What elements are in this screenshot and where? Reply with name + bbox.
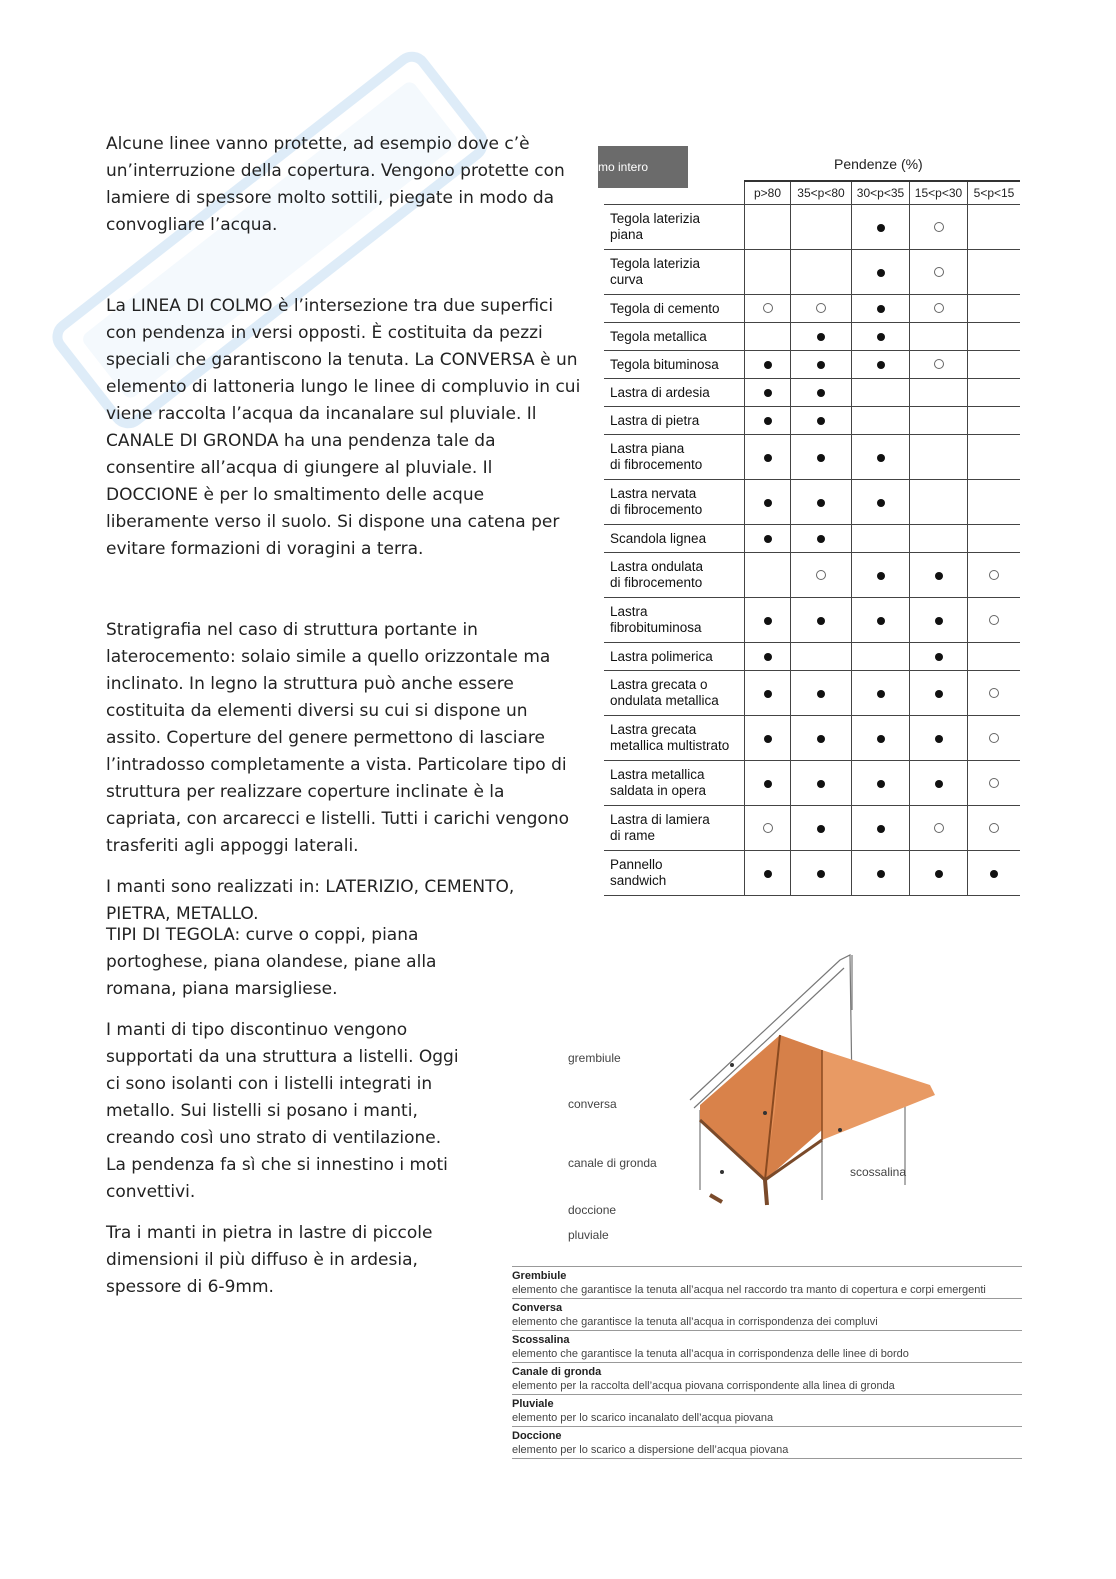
- slope-cell: [852, 806, 910, 851]
- slope-cell: [745, 598, 791, 643]
- slope-cell: [852, 250, 910, 295]
- slope-cell: [968, 250, 1021, 295]
- slope-cell: [968, 295, 1021, 323]
- empty-dot-icon: [763, 303, 773, 313]
- slope-cell: [745, 806, 791, 851]
- full-dot-icon: [817, 780, 825, 788]
- full-dot-icon: [817, 417, 825, 425]
- slope-cell: [968, 525, 1021, 553]
- slope-cell: [968, 480, 1021, 525]
- slope-cell: [791, 671, 852, 716]
- slope-cell: [791, 598, 852, 643]
- full-dot-icon: [764, 361, 772, 369]
- slope-cell: [852, 851, 910, 896]
- label-pluviale: pluviale: [568, 1228, 609, 1242]
- full-dot-icon: [764, 780, 772, 788]
- paragraph-colmo: La LINEA DI COLMO è l’intersezione tra due superfici con pendenza in versi opposti. È costituita da pezzi speciali che garantiscono la tenuta. La CONVERSA è un elemento di lattoneria lungo le linee di compluvio in cui viene raccolta l’acqua da incanalare sul pluviale. Il CANALE DI GRONDA ha una pendenza tale da consentire all’acqua di giungere al pluviale. Il DOCCIONE è per lo smaltimento delle acque liberamente verso il suolo. Si dispone una catena per evitare formazioni di voragini a terra.: [106, 296, 581, 559]
- full-dot-icon: [764, 499, 772, 507]
- full-dot-icon: [817, 499, 825, 507]
- slope-cell: [791, 851, 852, 896]
- slope-cell: [791, 806, 852, 851]
- slope-cell: [910, 323, 968, 351]
- slope-cell: [791, 379, 852, 407]
- legend-term: Scossalina: [512, 1334, 570, 1346]
- slope-cell: [791, 761, 852, 806]
- empty-dot-icon: [934, 267, 944, 277]
- table-row: [604, 643, 1020, 671]
- paragraph-tipi-tegola: TIPI DI TEGOLA: curve o coppi, piana portoghese, piana olandese, piane alla romana, piana marsigliese.: [106, 925, 437, 999]
- full-dot-icon: [764, 417, 772, 425]
- slope-cell: [968, 351, 1021, 379]
- empty-dot-icon: [989, 688, 999, 698]
- slope-cell: [745, 323, 791, 351]
- product-name: Lastra polimerica: [604, 643, 745, 671]
- paragraph-discontinuo: I manti di tipo discontinuo vengono supportati da una struttura a listelli. Oggi ci sono isolanti con i listelli integrati in metallo. Sui listelli si posano i manti, creando così uno strato di ventilazione. La pendenza fa sì che si innestino i moti convettivi.: [106, 1020, 459, 1202]
- full-dot-icon: [935, 572, 943, 580]
- full-dot-icon: [990, 870, 998, 878]
- slope-cell: [968, 407, 1021, 435]
- slope-cell: [968, 205, 1021, 250]
- slope-cell: [852, 407, 910, 435]
- slope-cell: [968, 435, 1021, 480]
- full-dot-icon: [877, 224, 885, 232]
- table-row: [604, 806, 1020, 851]
- slope-cell: [968, 598, 1021, 643]
- slope-cell: [968, 643, 1021, 671]
- legend-term: Grembiule: [512, 1270, 567, 1282]
- slope-cell: [910, 806, 968, 851]
- table-row: [604, 525, 1020, 553]
- slope-cell: [745, 671, 791, 716]
- full-dot-icon: [764, 870, 772, 878]
- empty-dot-icon: [816, 303, 826, 313]
- legend-definition: elemento per lo scarico incanalato dell’acqua piovana: [512, 1412, 774, 1424]
- legend-item: [512, 1426, 1022, 1459]
- product-name: Lastra di pietra: [604, 407, 745, 435]
- table-row: [604, 351, 1020, 379]
- slope-cell: [745, 295, 791, 323]
- legend-item: [512, 1330, 1022, 1362]
- slope-cell: [745, 379, 791, 407]
- slope-cell: [910, 295, 968, 323]
- legend-definition: elemento che garantisce la tenuta all’acqua in corrispondenza dei compluvi: [512, 1316, 878, 1328]
- product-name: Lastra ondulata di fibrocemento: [604, 553, 745, 598]
- slope-cell: [910, 351, 968, 379]
- empty-dot-icon: [934, 303, 944, 313]
- label-canale-di-gronda: canale di gronda: [568, 1156, 657, 1170]
- product-name: Lastra nervata di fibrocemento: [604, 480, 745, 525]
- full-dot-icon: [877, 499, 885, 507]
- label-scossalina: scossalina: [850, 1165, 907, 1179]
- label-doccione: doccione: [568, 1203, 617, 1217]
- table-row: [604, 407, 1020, 435]
- product-name: Lastra grecata metallica multistrato: [604, 716, 745, 761]
- slope-cell: [910, 379, 968, 407]
- slope-cell: [745, 761, 791, 806]
- slope-cell: [745, 851, 791, 896]
- full-dot-icon: [877, 735, 885, 743]
- slope-cell: [968, 716, 1021, 761]
- legend-term: Conversa: [512, 1302, 563, 1314]
- table-row: [604, 761, 1020, 806]
- slope-cell: [910, 598, 968, 643]
- empty-dot-icon: [989, 570, 999, 580]
- paragraph-manti: I manti sono realizzati in: LATERIZIO, CEMENTO, PIETRA, METALLO.: [106, 877, 515, 924]
- empty-dot-icon: [989, 733, 999, 743]
- table-row: [604, 205, 1020, 250]
- slope-cell: [745, 525, 791, 553]
- slope-cell: [852, 525, 910, 553]
- product-name: Lastra di lamiera di rame: [604, 806, 745, 851]
- table-row: [604, 435, 1020, 480]
- slope-cell: [910, 671, 968, 716]
- full-dot-icon: [817, 870, 825, 878]
- legend-definition: elemento che garantisce la tenuta all’acqua in corrispondenza delle linee di bordo: [512, 1348, 909, 1360]
- product-name: Lastra metallica saldata in opera: [604, 761, 745, 806]
- slope-cell: [745, 716, 791, 761]
- slope-cell: [852, 671, 910, 716]
- product-name: Tegola laterizia curva: [604, 250, 745, 295]
- slope-cell: [791, 295, 852, 323]
- empty-dot-icon: [934, 359, 944, 369]
- empty-dot-icon: [934, 222, 944, 232]
- slope-cell: [852, 598, 910, 643]
- slope-cell: [852, 553, 910, 598]
- slope-cell: [791, 480, 852, 525]
- product-name: Lastra grecata o ondulata metallica: [604, 671, 745, 716]
- legend-term: Pluviale: [512, 1398, 554, 1410]
- full-dot-icon: [817, 617, 825, 625]
- legend-term: Canale di gronda: [512, 1366, 602, 1378]
- slope-cell: [852, 351, 910, 379]
- full-dot-icon: [935, 653, 943, 661]
- slope-cell: [968, 671, 1021, 716]
- legend-definition: elemento per lo scarico a dispersione dell’acqua piovana: [512, 1444, 789, 1456]
- slope-cell: [791, 716, 852, 761]
- full-dot-icon: [877, 617, 885, 625]
- full-dot-icon: [817, 690, 825, 698]
- slope-cell: [968, 553, 1021, 598]
- slope-cell: [745, 250, 791, 295]
- slope-cell: [852, 480, 910, 525]
- full-dot-icon: [877, 305, 885, 313]
- full-dot-icon: [817, 535, 825, 543]
- empty-dot-icon: [989, 823, 999, 833]
- slope-cell: [745, 480, 791, 525]
- slope-cell: [745, 407, 791, 435]
- slope-cell: [910, 761, 968, 806]
- slope-cell: [852, 716, 910, 761]
- full-dot-icon: [877, 269, 885, 277]
- column-header: 30<p<35: [852, 181, 910, 205]
- empty-dot-icon: [816, 570, 826, 580]
- full-dot-icon: [935, 870, 943, 878]
- full-dot-icon: [877, 333, 885, 341]
- full-dot-icon: [877, 361, 885, 369]
- slope-cell: [910, 643, 968, 671]
- slope-cell: [852, 379, 910, 407]
- empty-dot-icon: [989, 615, 999, 625]
- slope-cell: [910, 553, 968, 598]
- table-row: [604, 480, 1020, 525]
- legend-definition: elemento per la raccolta dell’acqua piovana corrispondente alla linea di gronda: [512, 1380, 895, 1392]
- slope-cell: [745, 643, 791, 671]
- slope-cell: [745, 553, 791, 598]
- slope-cell: [910, 525, 968, 553]
- full-dot-icon: [935, 735, 943, 743]
- full-dot-icon: [817, 333, 825, 341]
- product-name: Tegola di cemento: [604, 295, 745, 323]
- table-row: [604, 379, 1020, 407]
- product-name: Tegola bituminosa: [604, 351, 745, 379]
- product-name: Lastra di ardesia: [604, 379, 745, 407]
- full-dot-icon: [764, 535, 772, 543]
- slope-cell: [910, 716, 968, 761]
- table-row: [604, 851, 1020, 896]
- table-row: [604, 716, 1020, 761]
- roof-elements-legend: [512, 1266, 1022, 1459]
- paragraph-lines-protection: Alcune linee vanno protette, ad esempio dove c’è un’interruzione della copertura. Vengono protette con lamiere di spessore molto sottili, piegate in modo da convogliare l’acqua.: [106, 134, 565, 235]
- slope-cell: [791, 205, 852, 250]
- slope-cell: [910, 851, 968, 896]
- slope-cell: [852, 205, 910, 250]
- full-dot-icon: [935, 617, 943, 625]
- full-dot-icon: [764, 690, 772, 698]
- slope-cell: [968, 761, 1021, 806]
- slope-cell: [910, 205, 968, 250]
- slope-cell: [852, 295, 910, 323]
- column-header-products: [604, 181, 745, 205]
- slope-cell: [791, 643, 852, 671]
- tooltip-overlay: mo intero: [598, 146, 688, 188]
- product-name: Pannello sandwich: [604, 851, 745, 896]
- label-grembiule: grembiule: [568, 1051, 621, 1065]
- legend-item: [512, 1362, 1022, 1394]
- column-header: p>80: [745, 181, 791, 205]
- full-dot-icon: [935, 780, 943, 788]
- slope-cell: [910, 480, 968, 525]
- slopes-table: [604, 180, 1020, 896]
- roof-plane-right: [822, 1050, 935, 1140]
- product-name: Lastra fibrobituminosa: [604, 598, 745, 643]
- product-name: Scandola lignea: [604, 525, 745, 553]
- slope-cell: [910, 435, 968, 480]
- table-row: [604, 671, 1020, 716]
- column-header: 35<p<80: [791, 181, 852, 205]
- slope-cell: [745, 205, 791, 250]
- slope-cell: [791, 435, 852, 480]
- slope-cell: [968, 323, 1021, 351]
- full-dot-icon: [817, 361, 825, 369]
- table-row: [604, 250, 1020, 295]
- table-row: [604, 598, 1020, 643]
- text-column: [106, 131, 584, 928]
- slope-cell: [745, 435, 791, 480]
- label-conversa: conversa: [568, 1097, 617, 1111]
- slope-cell: [852, 323, 910, 351]
- full-dot-icon: [817, 735, 825, 743]
- table-row: [604, 323, 1020, 351]
- full-dot-icon: [935, 690, 943, 698]
- slope-cell: [910, 250, 968, 295]
- slope-cell: [791, 525, 852, 553]
- slope-cell: [852, 761, 910, 806]
- legend-item: [512, 1266, 1022, 1298]
- slope-cell: [791, 250, 852, 295]
- full-dot-icon: [764, 389, 772, 397]
- product-name: Tegola metallica: [604, 323, 745, 351]
- empty-dot-icon: [989, 778, 999, 788]
- legend-term: Doccione: [512, 1430, 562, 1442]
- product-name: Lastra piana di fibrocemento: [604, 435, 745, 480]
- slope-cell: [745, 351, 791, 379]
- table-row: [604, 295, 1020, 323]
- paragraph-ardesia: Tra i manti in pietra in lastre di piccole dimensioni il più diffuso è in ardesia, spessore di 6-9mm.: [106, 1223, 433, 1297]
- empty-dot-icon: [934, 823, 944, 833]
- full-dot-icon: [877, 870, 885, 878]
- full-dot-icon: [877, 454, 885, 462]
- legend-item: [512, 1394, 1022, 1426]
- full-dot-icon: [764, 454, 772, 462]
- slope-cell: [791, 323, 852, 351]
- roof-diagram: [560, 940, 1030, 1250]
- full-dot-icon: [877, 690, 885, 698]
- full-dot-icon: [877, 572, 885, 580]
- slope-cell: [852, 643, 910, 671]
- table-row: [604, 553, 1020, 598]
- slopes-table-figure: [598, 146, 1022, 886]
- slope-cell: [968, 851, 1021, 896]
- lower-text-column: [106, 922, 466, 1315]
- legend-item: [512, 1298, 1022, 1330]
- slope-cell: [791, 351, 852, 379]
- legend-definition: elemento che garantisce la tenuta all’acqua nel raccordo tra manto di copertura e corpi emergenti: [512, 1284, 986, 1296]
- full-dot-icon: [817, 825, 825, 833]
- column-header: 15<p<30: [910, 181, 968, 205]
- slope-cell: [910, 407, 968, 435]
- slope-cell: [852, 435, 910, 480]
- full-dot-icon: [817, 454, 825, 462]
- slope-cell: [791, 553, 852, 598]
- slope-cell: [968, 806, 1021, 851]
- full-dot-icon: [764, 735, 772, 743]
- paragraph-stratigrafia: Stratigrafia nel caso di struttura portante in laterocemento: solaio simile a quello orizzontale ma inclinato. In legno la struttura può anche essere costituita da elementi diversi su cui si dispone un assito. Coperture del genere permettono di lasciare l’intradosso completamente a vista. Particolare tipo di struttura per realizzare coperture inclinate è la capriata, con arcarecci e listelli. Tutti i carichi vengono trasferiti agli appoggi laterali.: [106, 620, 570, 856]
- empty-dot-icon: [763, 823, 773, 833]
- full-dot-icon: [817, 389, 825, 397]
- slope-cell: [791, 407, 852, 435]
- full-dot-icon: [877, 780, 885, 788]
- full-dot-icon: [877, 825, 885, 833]
- slope-cell: [968, 379, 1021, 407]
- column-header: 5<p<15: [968, 181, 1021, 205]
- full-dot-icon: [764, 653, 772, 661]
- table-title: Pendenze (%): [834, 156, 923, 172]
- full-dot-icon: [764, 617, 772, 625]
- product-name: Tegola laterizia piana: [604, 205, 745, 250]
